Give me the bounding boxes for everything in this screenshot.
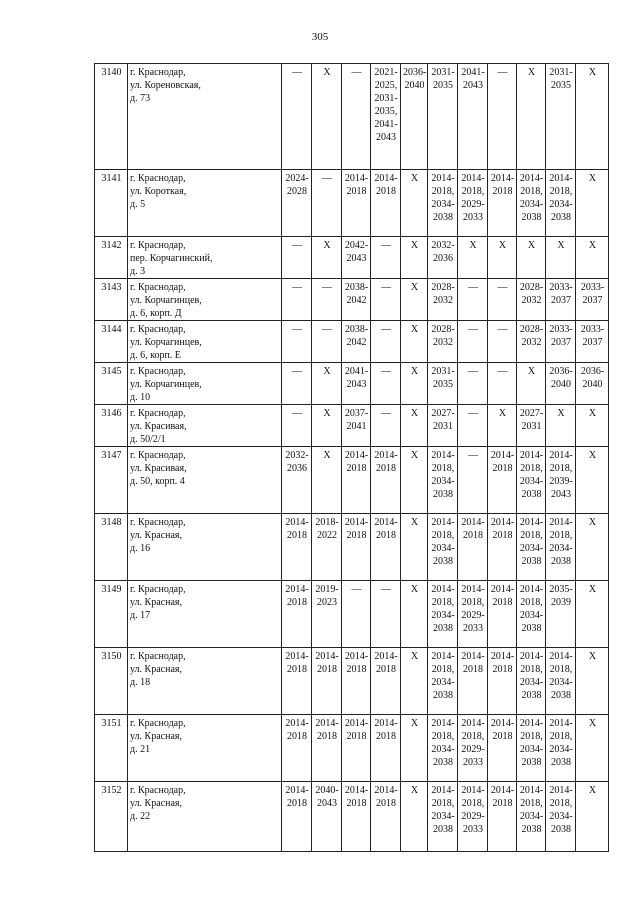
address-cell <box>128 581 282 648</box>
address-cell <box>128 447 282 514</box>
row-number: 3142 <box>95 237 128 279</box>
period-cell: 2014- 2018 <box>488 782 517 852</box>
period-cell: 2014- 2018, 2029- 2033 <box>458 170 488 237</box>
period-cell: 2018- 2022 <box>312 514 342 581</box>
period-cell: 2014- 2018 <box>488 514 517 581</box>
period-cell: 2038- 2042 <box>342 321 371 363</box>
period-cell: X <box>517 237 546 279</box>
address-cell <box>128 715 282 782</box>
table-row <box>95 237 609 279</box>
period-cell: 2028- 2032 <box>428 279 458 321</box>
period-cell: X <box>576 405 609 447</box>
period-cell: X <box>576 514 609 581</box>
address-line: ул. Корчагинцев, <box>130 337 202 348</box>
period-cell: 2037- 2041 <box>342 405 371 447</box>
period-cell: 2014- 2018, 2034- 2038 <box>546 648 576 715</box>
period-cell: — <box>342 64 371 170</box>
period-cell: 2014- 2018, 2034- 2038 <box>546 782 576 852</box>
row-number: 3144 <box>95 321 128 363</box>
period-cell: 2014- 2018 <box>488 581 517 648</box>
period-cell: 2014- 2018 <box>371 648 401 715</box>
period-cell: — <box>371 279 401 321</box>
row-number: 3150 <box>95 648 128 715</box>
period-cell: — <box>458 321 488 363</box>
period-cell: X <box>401 279 428 321</box>
period-cell: 2028- 2032 <box>517 279 546 321</box>
address-line: г. Краснодар, <box>130 67 186 78</box>
address-line: ул. Красная, <box>130 597 182 608</box>
period-cell: X <box>401 514 428 581</box>
period-cell: — <box>282 64 312 170</box>
schedule-table-body <box>95 64 609 852</box>
period-cell: 2014- 2018, 2034- 2038 <box>517 514 546 581</box>
address-line: д. 17 <box>130 610 151 621</box>
period-cell: X <box>576 170 609 237</box>
period-cell: 2014- 2018, 2034- 2038 <box>546 715 576 782</box>
period-cell: 2014- 2018 <box>488 447 517 514</box>
period-cell: — <box>312 170 342 237</box>
period-cell: 2042- 2043 <box>342 237 371 279</box>
period-cell: X <box>312 405 342 447</box>
period-cell: — <box>488 363 517 405</box>
address-line: г. Краснодар, <box>130 785 186 796</box>
period-cell: 2014- 2018 <box>342 648 371 715</box>
period-cell: 2014- 2018 <box>282 715 312 782</box>
period-cell: 2014- 2018, 2034- 2038 <box>428 581 458 648</box>
address-line: д. 50, корп. 4 <box>130 476 185 487</box>
period-cell: — <box>282 321 312 363</box>
period-cell: 2014- 2018, 2034- 2038 <box>428 514 458 581</box>
address-line: г. Краснодар, <box>130 408 186 419</box>
address-cell <box>128 170 282 237</box>
period-cell: 2014- 2018, 2034- 2038 <box>517 581 546 648</box>
table-row <box>95 782 609 852</box>
period-cell: — <box>488 321 517 363</box>
period-cell: 2014- 2018, 2034- 2038 <box>546 170 576 237</box>
period-cell: — <box>312 321 342 363</box>
schedule-table <box>94 63 609 852</box>
period-cell: — <box>458 405 488 447</box>
address-line: ул. Красивая, <box>130 463 187 474</box>
period-cell: 2014- 2018 <box>342 514 371 581</box>
address-line: д. 18 <box>130 677 151 688</box>
address-line: д. 6, корп. Д <box>130 308 182 319</box>
period-cell: 2028- 2032 <box>428 321 458 363</box>
period-cell: X <box>401 447 428 514</box>
address-line: д. 10 <box>130 392 151 403</box>
period-cell: X <box>401 581 428 648</box>
row-number: 3143 <box>95 279 128 321</box>
address-line: г. Краснодар, <box>130 173 186 184</box>
period-cell: 2014- 2018 <box>342 170 371 237</box>
address-line: г. Краснодар, <box>130 718 186 729</box>
address-line: г. Краснодар, <box>130 240 186 251</box>
address-line: д. 73 <box>130 93 151 104</box>
period-cell: 2014- 2018 <box>342 782 371 852</box>
address-line: г. Краснодар, <box>130 651 186 662</box>
period-cell: — <box>282 363 312 405</box>
period-cell: 2036- 2040 <box>576 363 609 405</box>
table-row <box>95 321 609 363</box>
period-cell: — <box>488 279 517 321</box>
period-cell: 2036- 2040 <box>401 64 428 170</box>
address-cell <box>128 514 282 581</box>
period-cell: 2027- 2031 <box>517 405 546 447</box>
period-cell: X <box>517 363 546 405</box>
address-line: ул. Красная, <box>130 731 182 742</box>
row-number: 3149 <box>95 581 128 648</box>
table-row <box>95 648 609 715</box>
period-cell: 2014- 2018 <box>342 715 371 782</box>
page-number: 305 <box>311 31 329 43</box>
table-row <box>95 405 609 447</box>
address-line: г. Краснодар, <box>130 450 186 461</box>
period-cell: 2028- 2032 <box>517 321 546 363</box>
table-row <box>95 170 609 237</box>
period-cell: 2014- 2018, 2034- 2038 <box>517 648 546 715</box>
period-cell: — <box>458 279 488 321</box>
period-cell: 2014- 2018, 2034- 2038 <box>428 782 458 852</box>
period-cell: X <box>401 363 428 405</box>
period-cell: 2014- 2018 <box>282 581 312 648</box>
period-cell: — <box>371 321 401 363</box>
period-cell: 2014- 2018 <box>282 782 312 852</box>
period-cell: 2036- 2040 <box>546 363 576 405</box>
address-line: г. Краснодар, <box>130 584 186 595</box>
period-cell: 2014- 2018, 2034- 2038 <box>428 648 458 715</box>
period-cell: 2014- 2018 <box>488 170 517 237</box>
table-row <box>95 279 609 321</box>
address-line: ул. Корчагинцев, <box>130 379 202 390</box>
address-line: пер. Корчагинский, <box>130 253 213 264</box>
period-cell: 2014- 2018, 2029- 2033 <box>458 782 488 852</box>
row-number: 3151 <box>95 715 128 782</box>
period-cell: 2014- 2018, 2034- 2038 <box>517 715 546 782</box>
period-cell: 2038- 2042 <box>342 279 371 321</box>
period-cell: 2033- 2037 <box>576 279 609 321</box>
period-cell: — <box>371 581 401 648</box>
address-line: ул. Красная, <box>130 530 182 541</box>
address-cell <box>128 782 282 852</box>
period-cell: — <box>371 237 401 279</box>
period-cell: X <box>458 237 488 279</box>
period-cell: X <box>401 405 428 447</box>
table-row <box>95 715 609 782</box>
period-cell: 2014- 2018, 2034- 2038 <box>517 447 546 514</box>
period-cell: X <box>488 237 517 279</box>
address-cell <box>128 321 282 363</box>
period-cell: X <box>312 237 342 279</box>
period-cell: — <box>488 64 517 170</box>
period-cell: X <box>401 237 428 279</box>
address-cell <box>128 648 282 715</box>
period-cell: 2031- 2035 <box>546 64 576 170</box>
period-cell: 2014- 2018, 2039- 2043 <box>546 447 576 514</box>
row-number: 3148 <box>95 514 128 581</box>
period-cell: — <box>282 279 312 321</box>
row-number: 3140 <box>95 64 128 170</box>
period-cell: X <box>576 782 609 852</box>
period-cell: X <box>576 581 609 648</box>
period-cell: X <box>546 405 576 447</box>
period-cell: X <box>576 64 609 170</box>
address-line: д. 6, корп. Е <box>130 350 181 361</box>
address-line: д. 3 <box>130 266 146 277</box>
period-cell: — <box>282 405 312 447</box>
address-cell <box>128 279 282 321</box>
address-line: ул. Корчагинцев, <box>130 295 202 306</box>
address-cell <box>128 363 282 405</box>
period-cell: X <box>576 648 609 715</box>
address-line: ул. Красивая, <box>130 421 187 432</box>
period-cell: 2027- 2031 <box>428 405 458 447</box>
period-cell: 2033- 2037 <box>576 321 609 363</box>
period-cell: 2014- 2018 <box>458 514 488 581</box>
address-cell <box>128 237 282 279</box>
period-cell: 2014- 2018, 2029- 2033 <box>458 581 488 648</box>
period-cell: 2014- 2018, 2034- 2038 <box>428 447 458 514</box>
period-cell: 2014- 2018 <box>371 447 401 514</box>
period-cell: — <box>371 363 401 405</box>
period-cell: — <box>342 581 371 648</box>
period-cell: X <box>517 64 546 170</box>
period-cell: 2014- 2018 <box>371 782 401 852</box>
period-cell: X <box>312 363 342 405</box>
address-line: д. 5 <box>130 199 146 210</box>
period-cell: 2014- 2018 <box>371 170 401 237</box>
period-cell: 2014- 2018 <box>488 715 517 782</box>
period-cell: 2014- 2018, 2034- 2038 <box>517 782 546 852</box>
period-cell: 2021- 2025, 2031- 2035, 2041- 2043 <box>371 64 401 170</box>
period-cell: 2041- 2043 <box>458 64 488 170</box>
address-line: д. 16 <box>130 543 151 554</box>
address-line: ул. Красная, <box>130 664 182 675</box>
period-cell: 2041- 2043 <box>342 363 371 405</box>
period-cell: 2014- 2018, 2034- 2038 <box>428 715 458 782</box>
table-row <box>95 581 609 648</box>
period-cell: 2014- 2018 <box>371 514 401 581</box>
period-cell: X <box>576 715 609 782</box>
row-number: 3146 <box>95 405 128 447</box>
period-cell: 2014- 2018 <box>342 447 371 514</box>
period-cell: 2040- 2043 <box>312 782 342 852</box>
period-cell: — <box>371 405 401 447</box>
period-cell: X <box>488 405 517 447</box>
period-cell: X <box>401 321 428 363</box>
period-cell: 2014- 2018 <box>371 715 401 782</box>
period-cell: 2014- 2018 <box>312 648 342 715</box>
period-cell: 2014- 2018 <box>458 648 488 715</box>
row-number: 3145 <box>95 363 128 405</box>
period-cell: — <box>312 279 342 321</box>
period-cell: X <box>401 715 428 782</box>
period-cell: 2032- 2036 <box>282 447 312 514</box>
address-cell <box>128 405 282 447</box>
period-cell: — <box>282 237 312 279</box>
table-row <box>95 514 609 581</box>
period-cell: X <box>312 447 342 514</box>
address-line: ул. Красная, <box>130 798 182 809</box>
period-cell: — <box>458 363 488 405</box>
period-cell: X <box>576 447 609 514</box>
period-cell: 2014- 2018, 2034- 2038 <box>517 170 546 237</box>
address-line: г. Краснодар, <box>130 517 186 528</box>
period-cell: X <box>312 64 342 170</box>
address-line: ул. Кореновская, <box>130 80 201 91</box>
address-line: д. 21 <box>130 744 151 755</box>
address-line: г. Краснодар, <box>130 282 186 293</box>
address-line: г. Краснодар, <box>130 366 186 377</box>
table-row <box>95 447 609 514</box>
period-cell: 2014- 2018, 2029- 2033 <box>458 715 488 782</box>
period-cell: 2024- 2028 <box>282 170 312 237</box>
period-cell: X <box>576 237 609 279</box>
row-number: 3141 <box>95 170 128 237</box>
period-cell: X <box>401 648 428 715</box>
period-cell: 2035- 2039 <box>546 581 576 648</box>
table-row <box>95 64 609 170</box>
period-cell: 2014- 2018 <box>282 514 312 581</box>
period-cell: 2032- 2036 <box>428 237 458 279</box>
address-line: ул. Короткая, <box>130 186 187 197</box>
period-cell: 2014- 2018, 2034- 2038 <box>546 514 576 581</box>
period-cell: X <box>546 237 576 279</box>
address-line: д. 50/2/1 <box>130 434 166 445</box>
period-cell: 2033- 2037 <box>546 321 576 363</box>
period-cell: 2031- 2035 <box>428 64 458 170</box>
period-cell: 2014- 2018 <box>312 715 342 782</box>
period-cell: X <box>401 782 428 852</box>
row-number: 3152 <box>95 782 128 852</box>
period-cell: X <box>401 170 428 237</box>
period-cell: 2014- 2018 <box>282 648 312 715</box>
table-row <box>95 363 609 405</box>
period-cell: — <box>458 447 488 514</box>
period-cell: 2031- 2035 <box>428 363 458 405</box>
period-cell: 2033- 2037 <box>546 279 576 321</box>
address-line: д. 22 <box>130 811 151 822</box>
period-cell: 2019- 2023 <box>312 581 342 648</box>
row-number: 3147 <box>95 447 128 514</box>
period-cell: 2014- 2018 <box>488 648 517 715</box>
address-line: г. Краснодар, <box>130 324 186 335</box>
period-cell: 2014- 2018, 2034- 2038 <box>428 170 458 237</box>
address-cell <box>128 64 282 170</box>
